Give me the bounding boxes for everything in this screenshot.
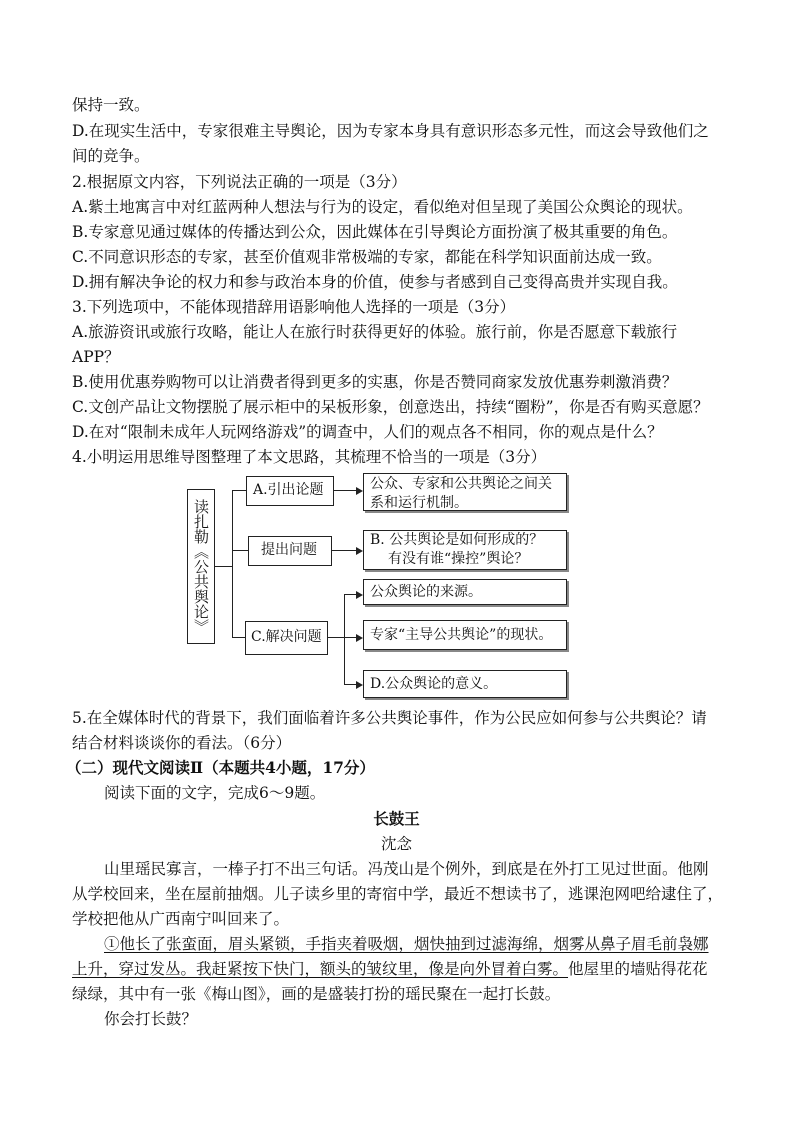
paragraph-line: 从学校回来，坐在屋前抽烟。儿子读乡里的寄宿中学，最近不想读书了，逃课泡网吧给逮住了，	[72, 885, 724, 903]
option-d: D.在现实生活中，专家很难主导舆论，因为专家本身具有意识形态多元性，而这会导致他们之	[72, 122, 709, 140]
option-d: D.在对“限制未成年人玩网络游戏”的调查中，人们的观点各不相同，你的观点是什么？	[72, 423, 663, 441]
paragraph-line: 你会打长鼓？	[104, 1010, 198, 1028]
option-c: C.不同意识形态的专家，甚至价值观非常极端的专家，都能在科学知识面前达成一致。	[72, 248, 662, 266]
mind-map-root: 读扎勒《公共舆论》	[187, 489, 215, 644]
option-c: C.文创产品让文物摆脱了展示柜中的呆板形象，创意迭出，持续“圈粉”，你是否有购买意愿？	[72, 398, 709, 416]
question-3: 3.下列选项中，不能体现措辞用语影响他人选择的一项是（3分）	[72, 298, 516, 316]
text-line: 保持一致。	[72, 96, 150, 114]
option-a: A.紫土地寓言中对红蓝两种人想法与行为的设定，看似绝对但呈现了美国公众舆论的现状。	[72, 198, 693, 216]
mind-map-detail-c1: 公众舆论的来源。	[363, 579, 567, 605]
mind-map-node-a: A.引出论题	[246, 476, 334, 506]
mind-map-detail-b-line1: B. 公共舆论是如何形成的？	[370, 532, 544, 548]
paragraph-text: 他屋里的墙贴得花花	[568, 960, 708, 978]
text-line: APP？	[72, 348, 120, 366]
section-heading: （二）现代文阅读Ⅱ（本题共4小题，17分）	[66, 758, 375, 777]
option-b: B.专家意见通过媒体的传播达到公众，因此媒体在引导舆论方面扮演了极其重要的角色。	[72, 223, 678, 241]
mind-map-detail-b-line2: 有没有谁“操控”舆论？	[388, 551, 529, 567]
paragraph-line	[72, 958, 731, 980]
mind-map-detail-a: 公众、专家和公共舆论之间关系和运行机制。	[363, 473, 567, 511]
article-author: 沈念	[380, 835, 412, 853]
mind-map-node-b: 提出问题	[248, 536, 332, 566]
question-5: 5.在全媒体时代的背景下，我们面临着许多公共舆论事件，作为公民应如何参与公共舆论？请	[72, 709, 707, 727]
paragraph-line: 绿绿，其中有一张《梅山图》，画的是盛装打扮的瑶民聚在一起打长鼓。	[72, 985, 561, 1003]
underlined-sentence: ①他长了张蛮面，眉头紧锁，手指夹着吸烟，烟快抽到过滤海绵，烟雾从鼻子眉毛前袅娜	[104, 935, 709, 953]
article-title: 长鼓王	[373, 809, 420, 828]
question-2: 2.根据原文内容，下列说法正确的一项是（3分）	[72, 173, 407, 191]
instruction: 阅读下面的文字，完成6～9题。	[104, 784, 326, 802]
question-4: 4.小明运用思维导图整理了本文思路，其梳理不恰当的一项是（3分）	[72, 448, 547, 466]
mind-map-detail-c2: 专家“主导公共舆论”的现状。	[363, 620, 567, 650]
underlined-sentence: 上升，穿过发丛。我赶紧按下快门，额头的皱纹里，像是向外冒着白雾。	[72, 960, 569, 978]
option-b: B.使用优惠券购物可以让消费者得到更多的实惠，你是否赞同商家发放优惠券刺激消费？	[72, 373, 678, 391]
option-d: D.拥有解决争论的权力和参与政治本身的价值，使参与者感到自己变得高贵并实现自我。	[72, 273, 678, 291]
option-a: A.旅游资讯或旅行攻略，能让人在旅行时获得更好的体验。旅行前，你是否愿意下载旅行	[72, 323, 678, 341]
paragraph-line: 山里瑶民寡言，一棒子打不出三句话。冯茂山是个例外，到底是在外打工见过世面。他刚	[104, 860, 709, 878]
text-line: 间的竞争。	[72, 147, 150, 165]
paragraph-line: 学校把他从广西南宁叫回来了。	[72, 910, 290, 928]
mind-map-node-c: C.解决问题	[245, 621, 328, 655]
mind-map-detail-b	[363, 530, 567, 570]
mind-map-detail-c3: D.公众舆论的意义。	[363, 670, 567, 698]
text-line: 结合材料谈谈你的看法。（6分）	[72, 734, 292, 752]
